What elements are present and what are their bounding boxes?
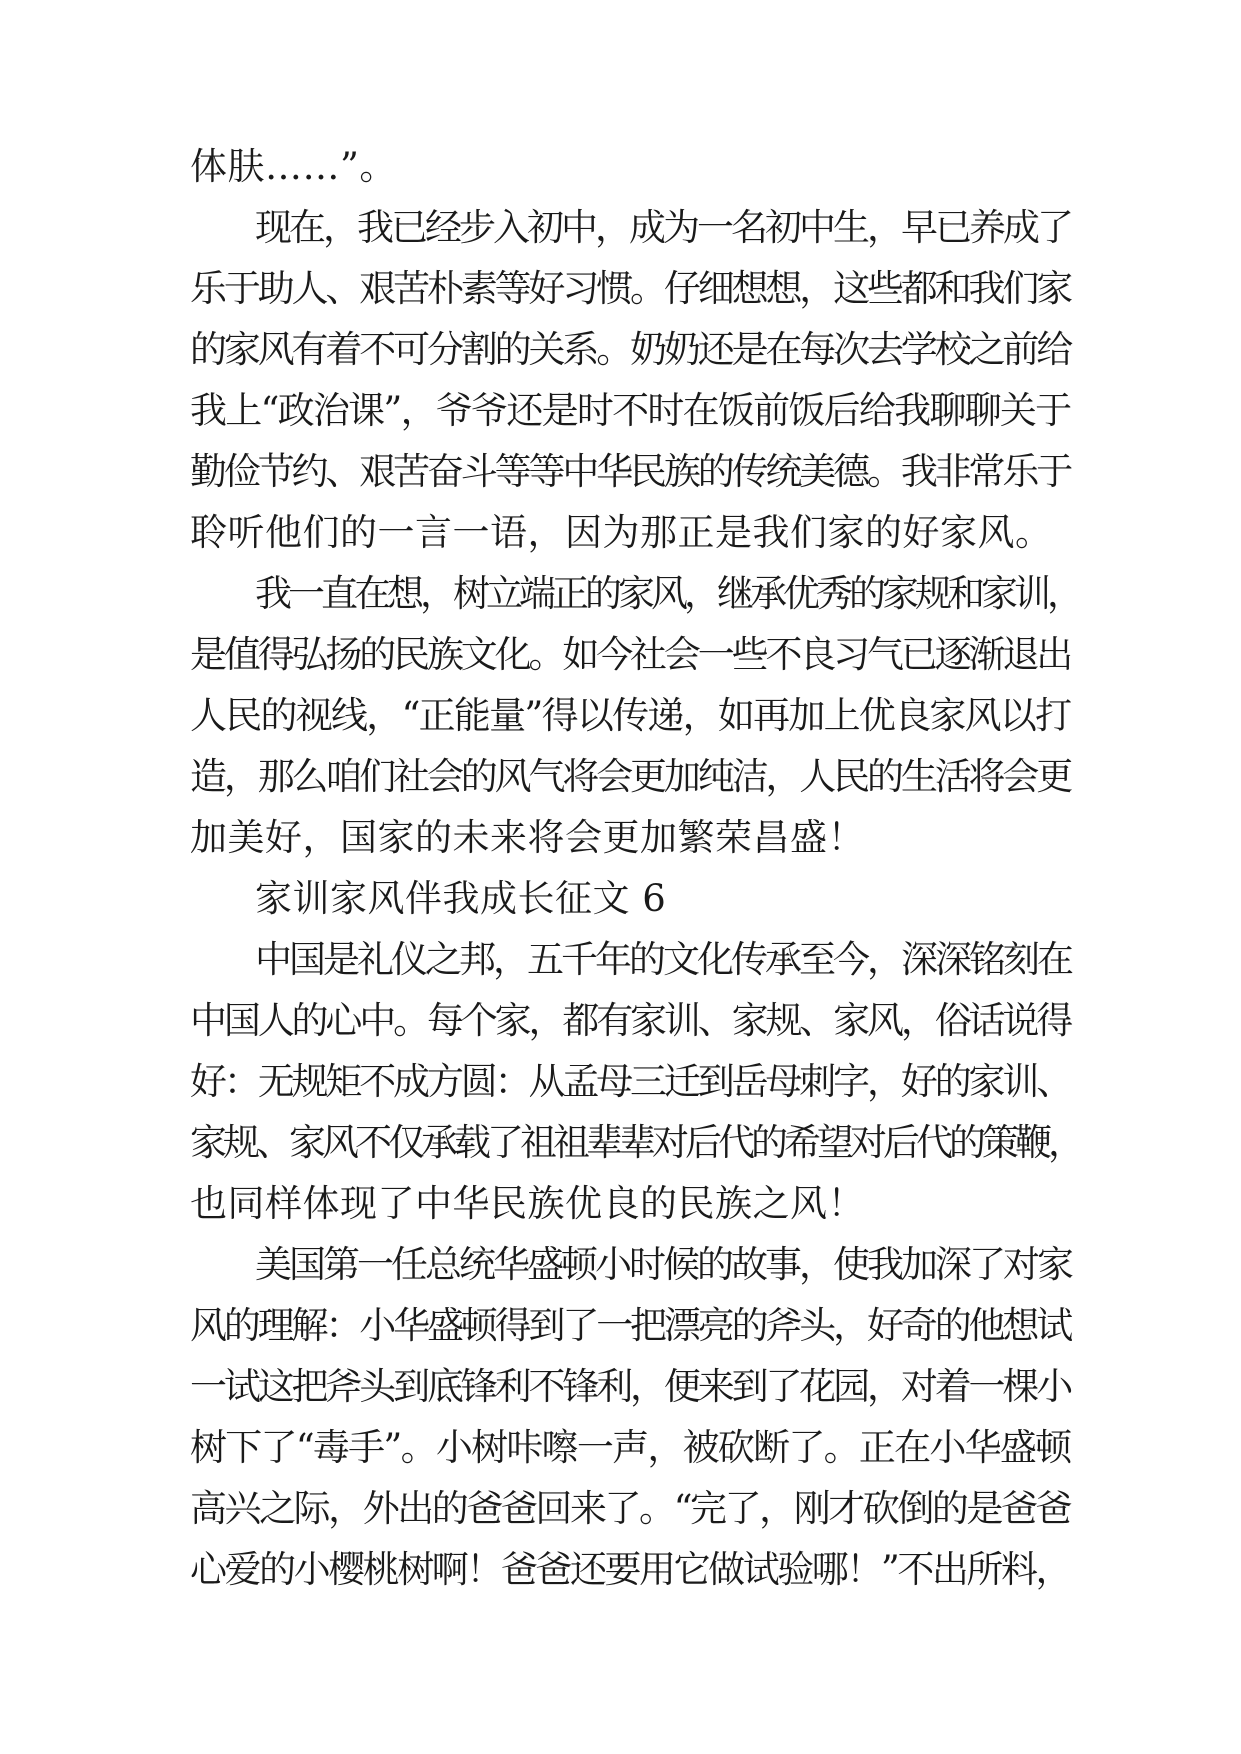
text-line: 是值得弘扬的民族文化。如今社会一些不良习气已逐渐退出 [190, 633, 1070, 676]
paragraph-first-line: 我一直在想，树立端正的家风，继承优秀的家规和家训， [255, 572, 1080, 615]
text-line: 体肤……”。 [190, 145, 397, 188]
text-line: 中国人的心中。每个家，都有家训、家规、家风，俗话说得 [190, 999, 1070, 1042]
section-heading: 家训家风伴我成长征文 6 [255, 877, 667, 920]
paragraph-first-line: 现在，我已经步入初中，成为一名初中生，早已养成了 [255, 206, 1071, 249]
text-line: 人民的视线，“正能量”得以传递，如再加上优良家风以打 [190, 694, 1071, 737]
text-line: 勤俭节约、艰苦奋斗等等中华民族的传统美德。我非常乐于 [190, 450, 1070, 493]
text-line: 乐于助人、艰苦朴素等好习惯。仔细想想，这些都和我们家 [190, 267, 1070, 310]
text-line: 高兴之际，外出的爸爸回来了。“完了，刚才砍倒的是爸爸 [190, 1487, 1070, 1530]
text-line: 也同样体现了中华民族优良的民族之风！ [190, 1182, 865, 1225]
text-line: 聆听他们的一言一语，因为那正是我们家的好家风。 [190, 511, 1053, 554]
text-line: 家规、家风不仅承载了祖祖辈辈对后代的希望对后代的策鞭， [190, 1121, 1081, 1164]
text-line: 树下了“毒手”。小树咔嚓一声，被砍断了。正在小华盛顿 [190, 1426, 1071, 1469]
text-line: 心爱的小樱桃树啊！爸爸还要用它做试验哪！”不出所料， [190, 1548, 1070, 1591]
paragraph-first-line: 中国是礼仪之邦，五千年的文化传承至今，深深铭刻在 [255, 938, 1071, 981]
text-line: 我上“政治课”，爷爷还是时不时在饭前饭后给我聊聊关于 [190, 389, 1071, 432]
text-line: 加美好，国家的未来将会更加繁荣昌盛！ [190, 816, 865, 859]
text-line: 造，那么咱们社会的风气将会更加纯洁，人民的生活将会更 [190, 755, 1070, 798]
text-line: 的家风有着不可分割的关系。奶奶还是在每次去学校之前给 [190, 328, 1070, 371]
paragraph-first-line: 美国第一任总统华盛顿小时候的故事，使我加深了对家 [255, 1243, 1071, 1286]
text-line: 一试这把斧头到底锋利不锋利，便来到了花园，对着一棵小 [190, 1365, 1070, 1408]
text-line: 好：无规矩不成方圆：从孟母三迁到岳母刺字，好的家训、 [190, 1060, 1070, 1103]
text-line: 风的理解：小华盛顿得到了一把漂亮的斧头，好奇的他想试 [190, 1304, 1070, 1347]
